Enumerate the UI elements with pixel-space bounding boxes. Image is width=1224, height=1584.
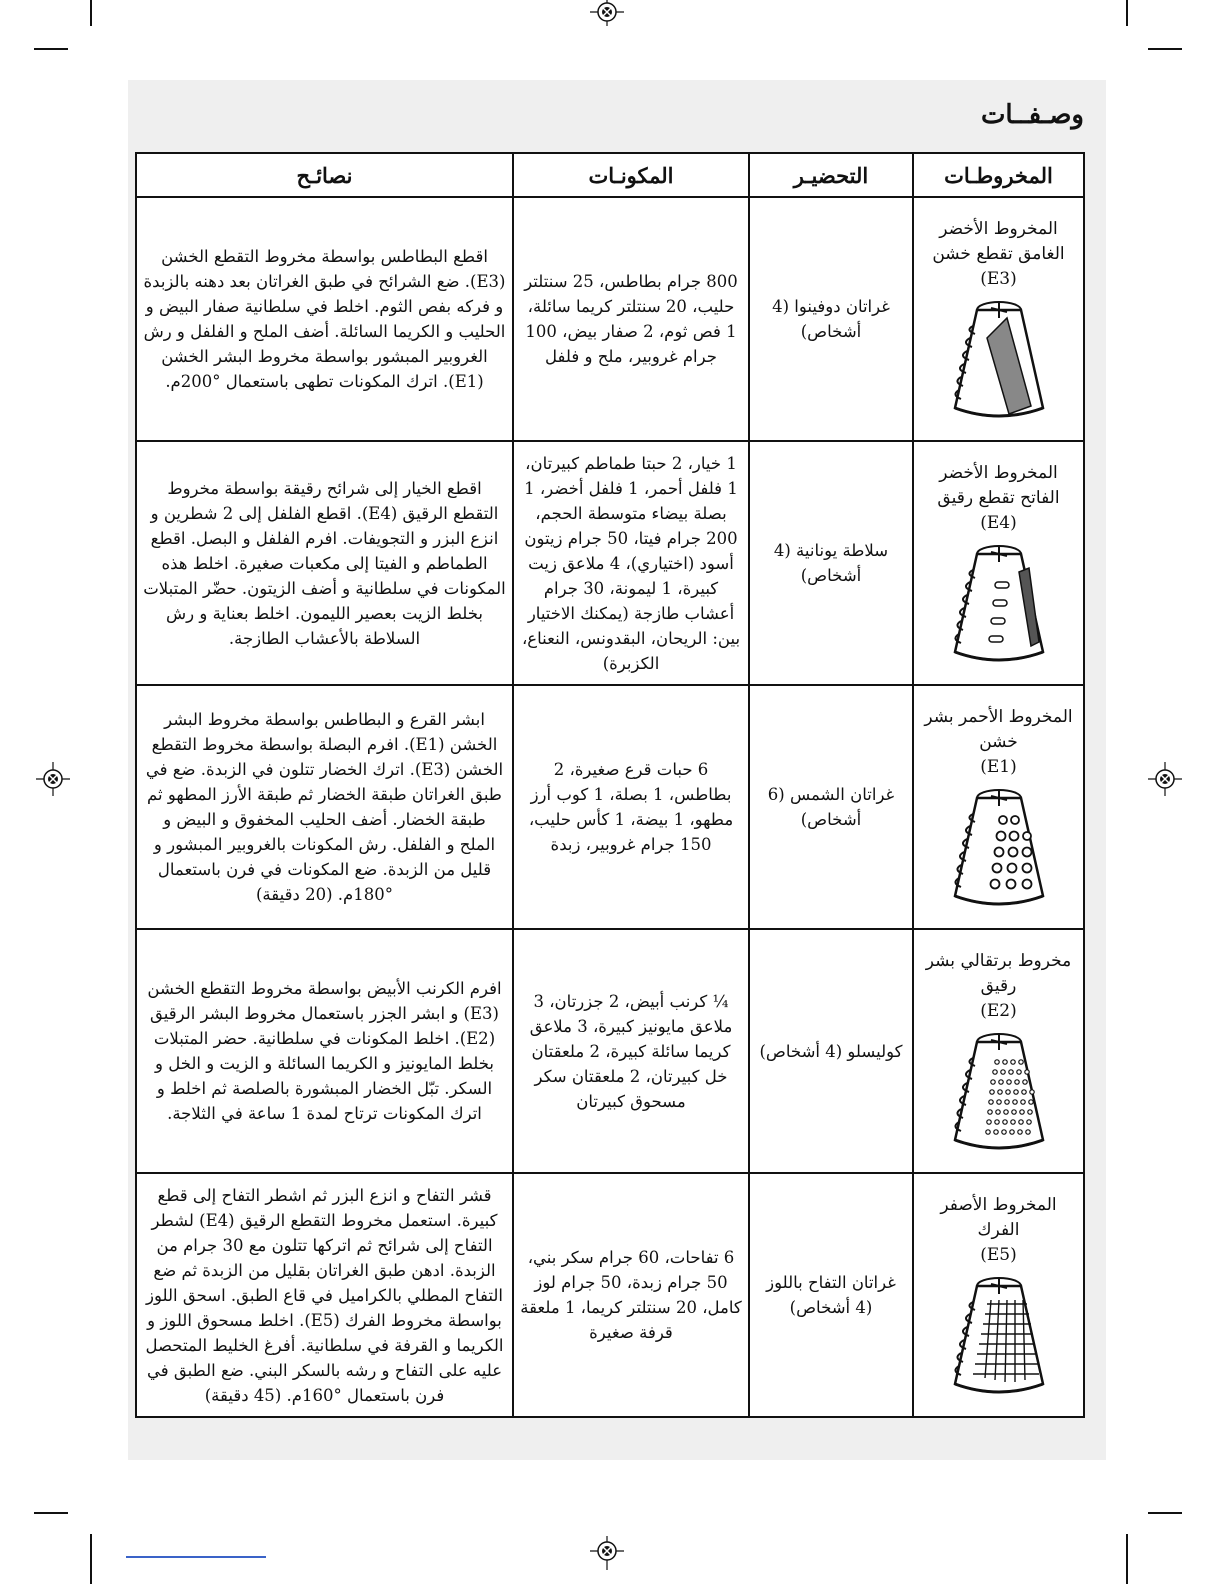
grinding-cone-icon (947, 1274, 1051, 1398)
table-row (136, 685, 1084, 929)
preparation-cell: غراتان دوفينوا (4 أشخاص) (749, 197, 913, 441)
table-row (136, 197, 1084, 441)
header-tips: نصائـح (136, 153, 513, 197)
coarse-grating-cone-icon (947, 786, 1051, 910)
crop-mark (90, 0, 92, 26)
tips-cell: اقطع الخيار إلى شرائح رقيقة بواسطة مخروط التقطع الرقيق (E4). اقطع الفلفل إلى 2 شطرين و انزع البزر و التجويفات. افرم الفلفل و البصل. اقطع الطماطم و الفيتا إلى مكعبات صغيرة. اخلط هذه المكونات في سلطانية و أضف الزيتون. حضّر المتبلات بخلط الزيت بعصير الليمون. اخلط بعناية و رش السلاطة بالأعشاب الطازجة. (136, 441, 513, 685)
crop-mark (1126, 0, 1128, 26)
tips-cell: افرم الكرنب الأبيض بواسطة مخروط التقطع الخشن (E3) و ابشر الجزر باستعمال مخروط البشر الرقيق (E2). اخلط المكونات في سلطانية. حضر المتبلات بخلط المايونيز و الكريما السائلة و الزيت و الخل و السكر. تبّل الخضار المبشورة بالصلصة ثم اخلط و اترك المكونات ترتاح لمدة 1 ساعة في الثلاجة. (136, 929, 513, 1173)
registration-mark-icon (590, 0, 624, 34)
cone-code: (E1) (980, 756, 1017, 777)
header-preparation: التحضيـر (749, 153, 913, 197)
crop-mark (1148, 1512, 1182, 1514)
cone-name: المخروط الأخضر الفاتح تقطع رقيق (937, 462, 1060, 508)
cone-name: مخروط برتقالي بشر رقيق (925, 950, 1072, 996)
crop-mark (1126, 1534, 1128, 1584)
registration-mark-icon (1148, 762, 1182, 796)
cone-cell (913, 197, 1084, 441)
cone-name: المخروط الأصفر الفرك (940, 1194, 1057, 1240)
page-title: وصـفــات (980, 100, 1084, 130)
ingredients-cell: 6 حبات قرع صغيرة، 2 بطاطس، 1 بصلة، 1 كوب أرز مطهو، 1 بيضة، 1 كأس حليب، 150 جرام غروبير، زبدة (513, 685, 749, 929)
header-cones: المخروطـات (913, 153, 1084, 197)
preparation-cell: كوليسلو (4 أشخاص) (749, 929, 913, 1173)
cone-name: المخروط الأخضر الغامق تقطع خشن (932, 218, 1065, 264)
footer-rule (126, 1556, 266, 1558)
ingredients-cell: 6 تفاحات، 60 جرام سكر بني، 50 جرام زبدة، 50 جرام لوز كامل، 20 سنتلتر كريما، 1 ملعقة قرفة صغيرة (513, 1173, 749, 1417)
crop-mark (34, 48, 68, 50)
cone-code: (E3) (980, 268, 1017, 289)
cone-code: (E4) (980, 512, 1017, 533)
tips-cell: اقطع البطاطس بواسطة مخروط التقطع الخشن (E3). ضع الشرائح في طبق الغراتان بعد دهنه بالزبدة و فركه بفص الثوم. اخلط في سلطانية صفار البيض و الحليب و الكريما السائلة. أضف الملح و الفلفل و رش الغروبير المبشور بواسطة مخروط البشر الخشن (E1). اترك المكونات تطهى باستعمال °200م. (136, 197, 513, 441)
cone-cell (913, 441, 1084, 685)
fine-grating-cone-icon (947, 1030, 1051, 1154)
cone-code: (E5) (980, 1244, 1017, 1265)
preparation-cell: غراتان التفاح باللوز (4 أشخاص) (749, 1173, 913, 1417)
cone-cell (913, 929, 1084, 1173)
table-header-row (136, 153, 1084, 197)
recipes-table (135, 152, 1085, 1418)
registration-mark-icon (36, 762, 70, 796)
fine-slicing-cone-icon (947, 542, 1051, 666)
cone-cell (913, 1173, 1084, 1417)
table-row (136, 929, 1084, 1173)
ingredients-cell: ¼ كرنب أبيض، 2 جزرتان، 3 ملاعق مايونيز كبيرة، 3 ملاعق كريما سائلة كبيرة، 2 ملعقتان خل كبيرتان، 2 ملعقتان سكر مسحوق كبيرتان (513, 929, 749, 1173)
registration-mark-icon (590, 1536, 624, 1570)
tips-cell: ابشر القرع و البطاطس بواسطة مخروط البشر الخشن (E1). افرم البصلة بواسطة مخروط التقطع الخشن (E3). اترك الخضار تتلون في الزبدة. ضع في طبق الغراتان طبقة الخضار ثم طبقة الأرز المطهو ثم طبقة الخضار. أضف الحليب المخفوق و البيض و الملح و الفلفل. رش المكونات بالغروبير المبشور و قليل من الزبدة. ضع المكونات في فرن باستعمال °180م. (20 دقيقة) (136, 685, 513, 929)
ingredients-cell: 800 جرام بطاطس، 25 سنتلتر حليب، 20 سنتلتر كريما سائلة، 1 فص ثوم، 2 صفار بيض، 100 جرام غروبير، ملح و فلفل (513, 197, 749, 441)
crop-mark (90, 1534, 92, 1584)
coarse-slicing-cone-icon (947, 298, 1051, 422)
tips-cell: قشر التفاح و انزع البزر ثم اشطر التفاح إلى قطع كبيرة. استعمل مخروط التقطع الرقيق (E4) لشطر التفاح إلى شرائح ثم اتركها تتلون مع 30 جرام من الزبدة. ادهن طبق الغراتان بقليل من الزبدة ثم ضع التفاح المطلي بالكراميل في قاع الطبق. اسحق اللوز بواسطة مخروط الفرك (E5). اخلط مسحوق اللوز و الكريما و القرفة في سلطانية. أفرغ الخليط المتحصل عليه على التفاح و رشه بالسكر البني. ضع الطبق في فرن باستعمال °160م. (45 دقيقة) (136, 1173, 513, 1417)
cone-code: (E2) (980, 1000, 1017, 1021)
table-row (136, 1173, 1084, 1417)
preparation-cell: سلاطة يونانية (4 أشخاص) (749, 441, 913, 685)
crop-mark (1148, 48, 1182, 50)
header-ingredients: المكونـات (513, 153, 749, 197)
crop-mark (34, 1512, 68, 1514)
cone-cell (913, 685, 1084, 929)
table-row (136, 441, 1084, 685)
cone-name: المخروط الأحمر بشر خشن (924, 706, 1073, 752)
ingredients-cell: 1 خيار، 2 حبتا طماطم كبيرتان، 1 فلفل أحمر، 1 فلفل أخضر، 1 بصلة بيضاء متوسطة الحجم، 200 جرام فيتا، 50 جرام زيتون أسود (اختياري)، 4 ملاعق زيت كبيرة، 1 ليمونة، 30 جرام أعشاب طازجة (يمكنك الاختيار بين: الريحان، البقدونس، النعناع، الكزبرة) (513, 441, 749, 685)
preparation-cell: غراتان الشمس (6 أشخاص) (749, 685, 913, 929)
